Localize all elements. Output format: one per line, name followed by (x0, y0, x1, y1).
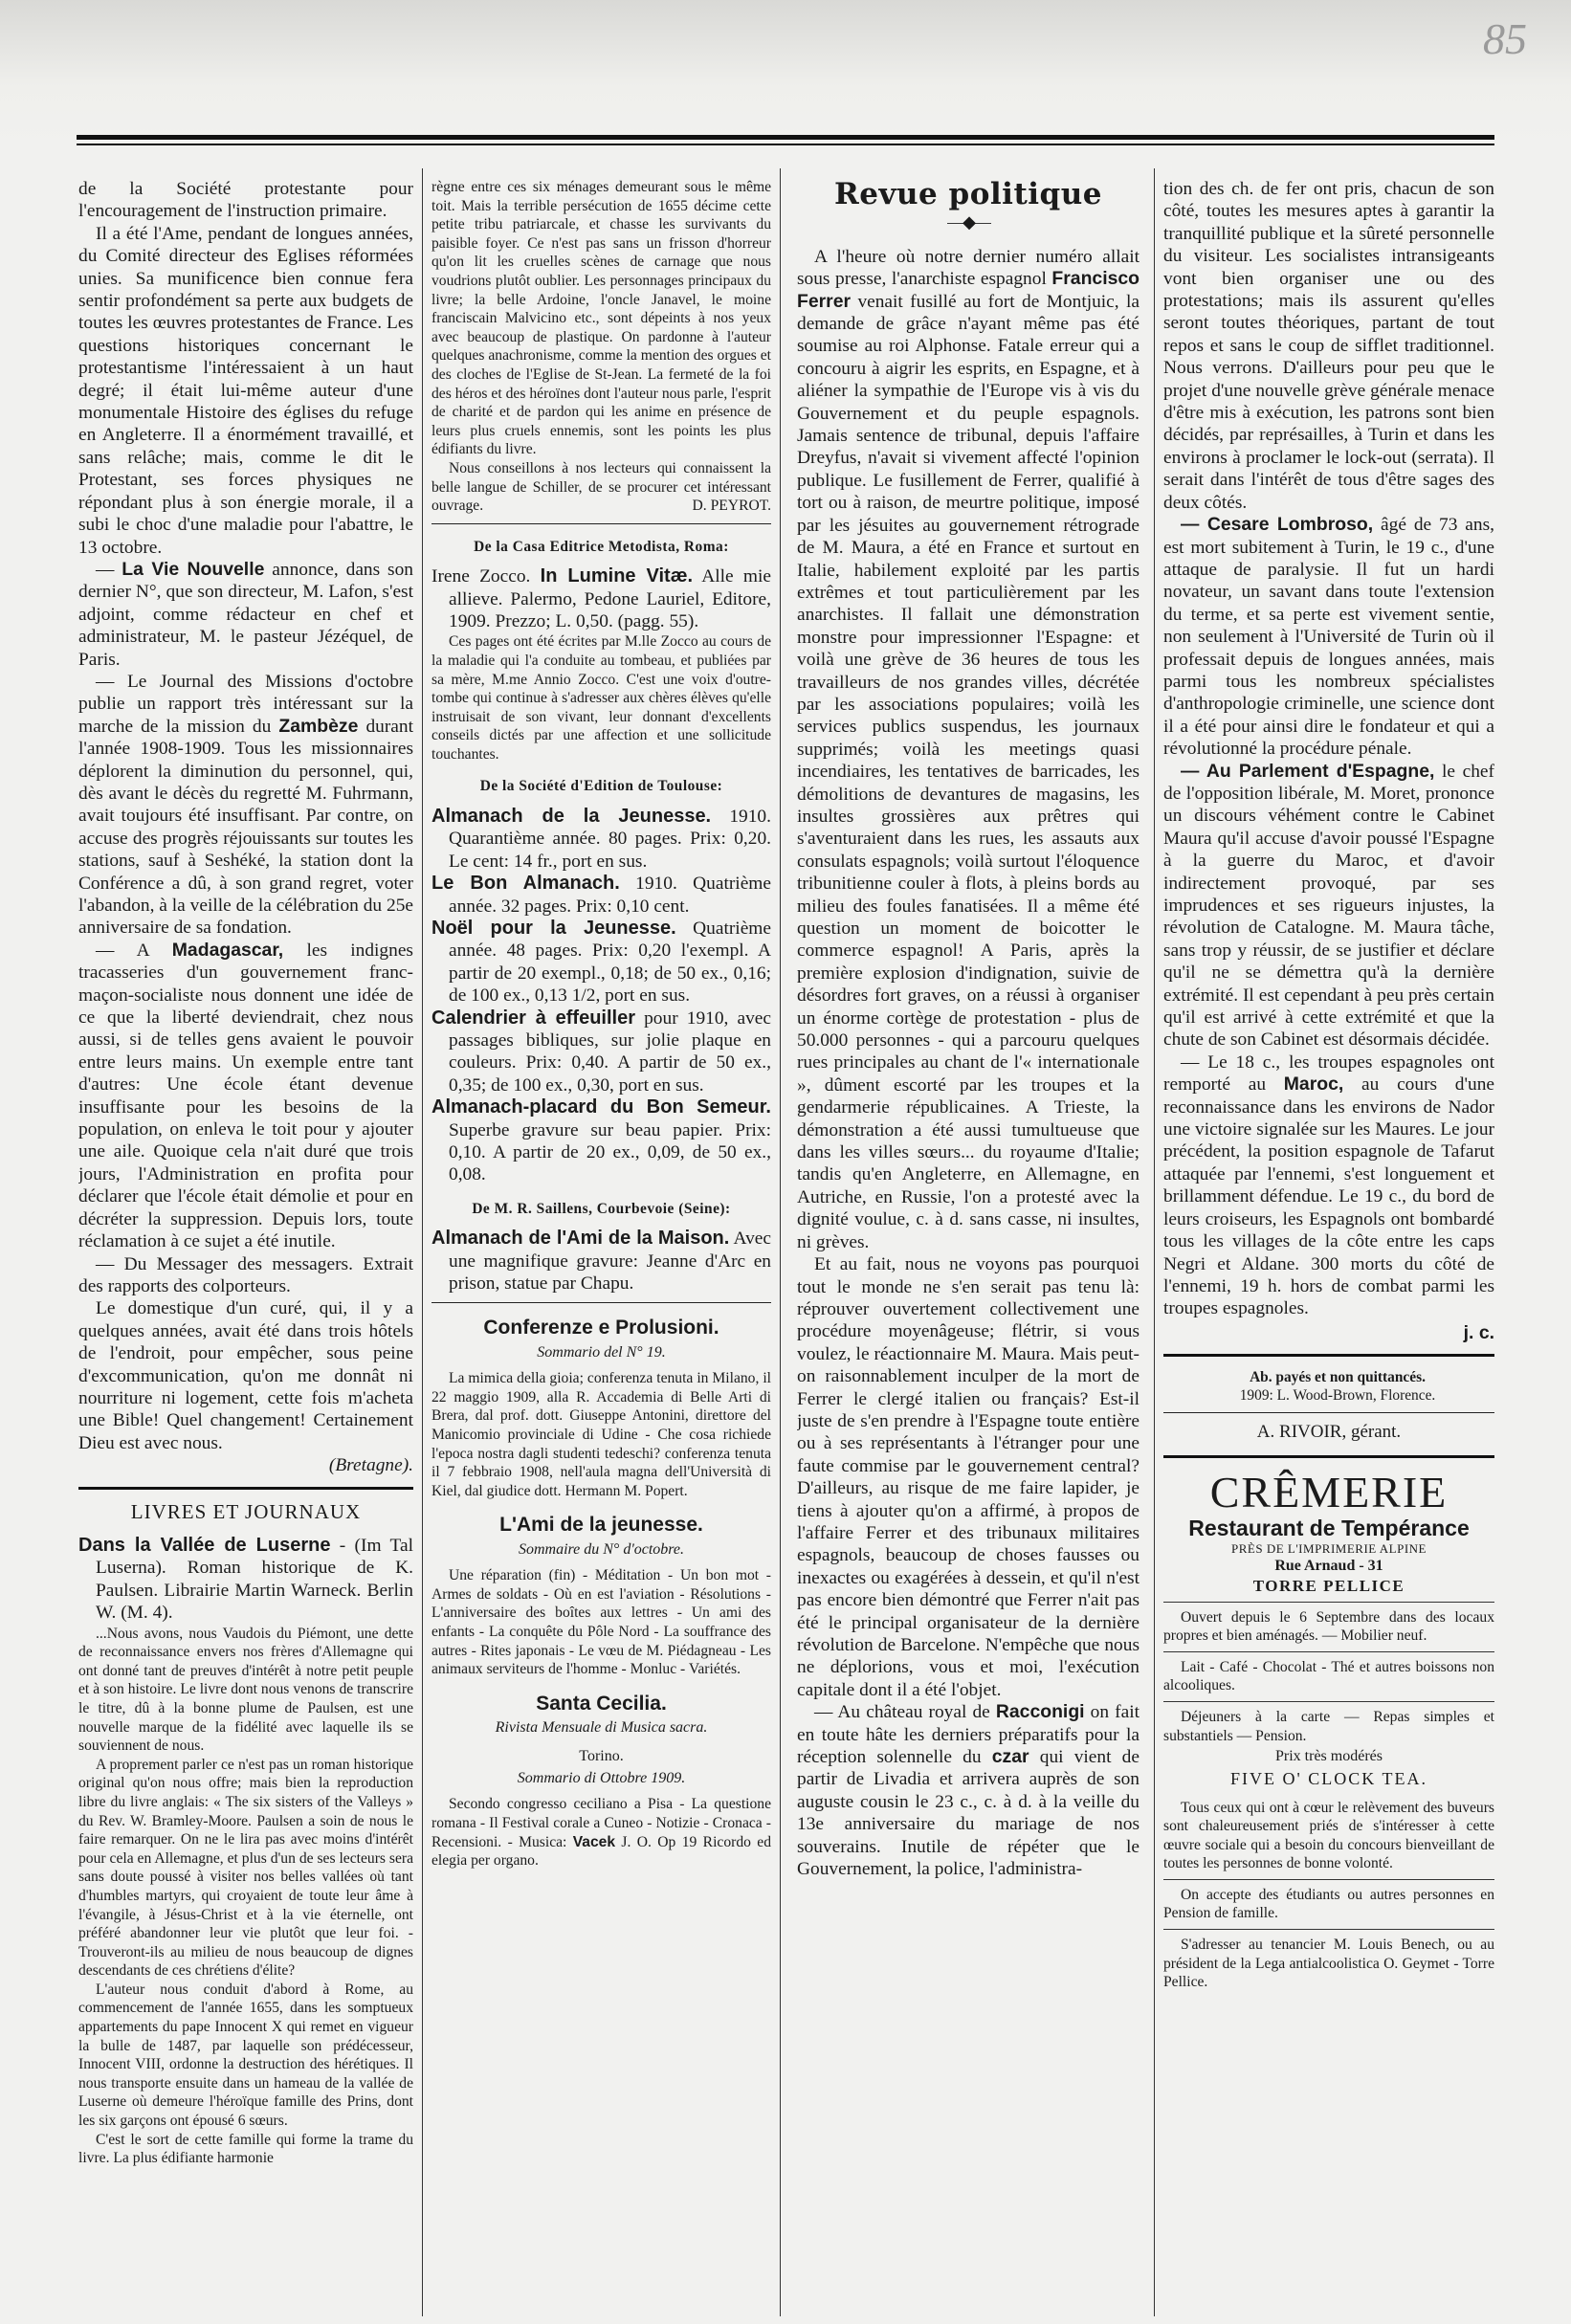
ad-address: Rue Arnaud - 31 (1274, 1557, 1383, 1574)
review-paragraph: L'auteur nous conduit d'abord à Rome, au commencement de l'année 1655, dans les somptueux appartements du pape Innocent X qui remet en vigueur la bulle de 1487, par laquelle son prédécesseur, Innocent VIII, ordonne la destruction des hérétiques. Il nous transporte ensuite dans un hameau de la vallée de Luserne où demeure l'héroïque famille des Prins, dont les six garçons ont épousé 6 sœurs. (78, 1981, 413, 2130)
book-details: 1910. Quatrième année. 32 pages. Prix: 0,10 cent. (449, 874, 771, 917)
paragraph-text: durant l'année 1908-1909. Tous les missionnaires déplorent la diminution du personnel, qui, dès avant le décès du regretté M. Fuhrmann, avait toujours été insuffisant. Par contre, on accuse des progrès réjouissants sur toutes les stations, sauf à Seshéké, la station dont la Conférence a dû, à son grand regret, voter l'abandon, à la veille de la célébration du 25e anniversaire de sa fondation. (78, 716, 413, 939)
periodical-subtitle: Sommario di Ottobre 1909. (517, 1769, 686, 1786)
ad-prices: Prix très modérés (1275, 1748, 1383, 1765)
book-note: Ces pages ont été écrites par M.lle Zocco au cours de la maladie qui l'a conduite au tombeau, et publiées par sa mère, M.me Annio Zocco. C'est une voix d'outre-tombe qui continue à s'adresser aux chères élèves qu'elle instruisait de son vivant, leur donnant d'excellents conseils dictés par une affection et une sollicitude touchantes. (431, 633, 771, 763)
paragraph-text: qui vient de partir de Livadia et arrivera auprès de son auguste cousin le 23 c., c. à d. à la veille du 13e anniversaire du mariage de nos souverains. Inutile de répéter que le Gouvernement, la police, l'administra- (797, 1747, 1140, 1880)
publisher-heading: De la Casa Editrice Metodista, Roma: (474, 538, 729, 555)
paragraph: de la Société protestante pour l'encouragement de l'instruction primaire. (78, 179, 413, 222)
book-entry (78, 1535, 413, 1625)
paragraph-text: — Au château royal de (814, 1702, 990, 1723)
book-entry (431, 1228, 771, 1295)
paragraph (1163, 761, 1494, 1051)
paragraph-text: le chef de l'opposition libérale, M. Moret, prononce un discours véhément contre le Cabinet Maura qu'il accuse d'avoir poussé l'Espagne à la guerre du Maroc, et d'avoir indirectement provoqué, par ses imprudences et ses rigueurs injustes, la révolution de Catalogne. M. Maura tâche, sans trop y réussir, de se justifier et déclare qu'il ne se démettra qu'à la dernière extrémité. Il est cependant à peu près certain qu'il est arrivé à cette extrémité et que la chute de son Cabinet est désormais décidée. (1163, 761, 1494, 1051)
ad-text: Déjeuners à la carte — Repas simples et substantiels — Pension. (1163, 1708, 1494, 1744)
book-details: Avec une magnifique gravure: Jeanne d'Arc en prison, statue par Chapu. (449, 1228, 771, 1294)
book-details: 1910. Quarantième année. 80 pages. Prix: 0,20. Le cent: 14 fr., port en sus. (449, 806, 771, 872)
ad-subtitle: Restaurant de Tempérance (1188, 1515, 1470, 1540)
book-entry (431, 1096, 771, 1186)
book-entry (431, 565, 771, 632)
column-4 (1163, 178, 1494, 2319)
top-rule-thin (77, 144, 1494, 145)
ad-text: S'adresser au tenancier M. Louis Benech, ou au président de la Lega antialcoolistica O. Geymet - Torre Pellice. (1163, 1937, 1494, 1991)
review-paragraph: règne entre ces six ménages demeurant sous le même toit. Mais la terrible persécution de 1655 décime cette petite tribu patriarcale, et chasse les survivants du paisible foyer. Ce n'est pas sans un frisson d'horreur qu'on lit les cruelles scènes de carnage que nous voudrions plutôt oublier. Les personnages principaux du livre; la belle Ardoine, l'oncle Janavel, le moine franciscain Malvicino etc., sont dépeints à nos yeux avec beaucoup de plastique. On pardonne à l'auteur quelques anachronisme, comme la mention des orgues et des cloches de l'Eglise de St-Jean. La fermeté de la foi des héros et des héroïnes dont l'auteur nous parle, l'esprit de charité et de pardon qui les anime en présence de leurs plus cruels ennemis, sont les points les plus édifiants du livre. (431, 179, 771, 458)
paragraph-text: on fait en toute hâte les derniers préparatifs pour la réception solennelle du (797, 1702, 1140, 1768)
paragraph-text: annonce, dans son dernier N°, que son directeur, M. Lafon, s'est adjoint, comme rédacteur en chef et administrateur, M. le pasteur Jézéquel, de Paris. (78, 559, 413, 670)
periodical-place: Torino. (579, 1747, 624, 1764)
ad-text: Tous ceux qui ont à cœur le relèvement des buveurs sont chaleureusement priés de s'intéresser à cette œuvre sociale qui a besoin du concours bienveillant de toutes les personnes de bonne volonté. (1163, 1799, 1494, 1872)
paragraph-text: venait fusillé au fort de Montjuic, la demande de grâce n'ayant même pas été soumise au roi Alphonse. Fatale erreur qui a concouru à aigrir les esprits, en Espagne, et à aliéner la sympathie de l'Europe vis à vis du Gouvernement et du peuple espagnols. Jamais sentence de tribunal, depuis l'affaire Dreyfus, n'avait si vivement affecté l'opinion publique. Le fusillement de Ferrer, qualifié à tort ou à raison, de meurtre politique, imposé par les jésuites au gouvernement rétrograde de M. Maura, a été en France et surtout en Italie, habilement exploité par les partis extrêmes et tout particulièrement par les anarchistes. Il fallait une démonstration monstre pour impressionner l'Espagne: et voilà une grève de 36 heures de tous les travailleurs de nos grandes villes, décrétée par les associations populaires; voilà les services publics suspendus, les journaux supprimés; voilà les meetings quasi incendiaires, les tentatives de barricades, les démolitions de devantures de magasins, les insultes grossières aux prêtres qui s'aventuraient dans les rues, les assauts aux consulats espagnols; voilà surtout l'éloquence tribunitienne couler à flots, à pleins bords au milieu des foules fanatisées. Il a même été question un moment de boicotter le commerce espagnol! A Paris, après la première explosion d'indignation, suivie de désordres fort graves, on a réussi à organiser un énorme cortège de protestation - plus de 50.000 personnes - qui a parcouru quelques rues principales au chant de l'« internationale », dûment escorté par les troupes et la gendarmerie républicaines. A Trieste, la démonstration a été aussi tumultueuse que dans les villes sœurs... du royaume d'Italie; tandis qu'en Angleterre, en Allemagne, en Autriche, en Russie, l'on a protesté avec la dignité voulue, c. à d. sans casse, ni insultes, ni grèves. (797, 291, 1140, 1252)
bold-name: Vacek (572, 1833, 615, 1850)
periodical-subtitle: Sommaire du N° d'octobre. (518, 1540, 685, 1558)
ad-rule (1163, 1602, 1494, 1603)
page-number-mark: 85 (1483, 14, 1527, 63)
periodical-title: Conferenze e Prolusioni. (483, 1317, 719, 1339)
book-details: - (Im Tal Luserna). Roman historique de K. Paulsen. Librairie Martin Warneck. Berlin W. (M. 4). (96, 1535, 413, 1624)
periodical-title: Santa Cecilia. (536, 1692, 667, 1715)
review-paragraph: C'est le sort de cette famille qui forme la trame du livre. La plus édifiante harmonie (78, 2131, 413, 2167)
ornament: —◆— (947, 212, 989, 232)
column-divider (422, 168, 423, 2316)
periodical-subtitle: Rivista Mensuale di Musica sacra. (495, 1719, 708, 1737)
book-entry (431, 918, 771, 1007)
page-shade (0, 0, 1571, 144)
book-entry (431, 873, 771, 918)
periodical-subtitle: Sommario del N° 19. (537, 1343, 666, 1361)
book-title: Almanach de la Jeunesse. (431, 805, 712, 827)
book-details: Superbe gravure sur beau papier. Prix: 0,10. A partir de 20 ex., 0,09, de 50 ex., 0,08. (449, 1119, 771, 1185)
paragraph-text: A l'heure où notre dernier numéro allait sous presse, l'anarchiste espagnol (797, 246, 1140, 290)
paragraph-text: J. O. Op 19 Ricordo ed elegia per organo. (431, 1833, 771, 1870)
paragraph (797, 1701, 1140, 1880)
paragraph: Il a été l'Ame, pendant de longues années, du Comité directeur des Eglises réformées unies. Sa munificence bien connue fera sentir profondément sa perte aux budgets de toutes les œuvres protestantes de France. Les questions historiques concernant le protestantisme l'intéressaient à un haut degré; il était lui-même auteur d'une monumentale Histoire des églises du refuge en Angleterre. Il a énormément travaillé, et sans relâche; mais, comme le dit le Protestant, ses forces physiques ne répondant plus à son énergie morale, il a subi le choc d'une maladie pour l'abattre, le 13 octobre. (78, 223, 413, 558)
paragraph-text: Nous conseillons à nos lecteurs qui connaissent la belle langue de Schiller, de se procurer cet intéressant ouvrage. (431, 459, 771, 515)
signature: (Bretagne). (328, 1455, 413, 1476)
ad-text: On accepte des étudiants ou autres personnes en Pension de famille. (1163, 1886, 1494, 1922)
ad-rule (1163, 1879, 1494, 1880)
bold-name: Maroc, (1283, 1073, 1344, 1096)
paragraph (797, 246, 1140, 1253)
section-rule (1163, 1455, 1494, 1458)
review-paragraph: A proprement parler ce n'est pas un roman historique original qu'on nous offre; mais bien la reproduction libre du livre anglais: « The six sisters of the Valleys » du Rev. W. Bramley-Moore. Paulsen a soin de nous le faire remarquer. On ne le lira pas avec moins d'intérêt pour cela en Allemagne, et plus d'un de ses lecteurs sera sans doute poussé à visiter nos belles vallées où tant d'humbles martyrs, qui croyaient de toute leur âme à l'évangile, à Jésus-Christ et à la vie éternelle, ont préféré abandonner leur vie plutôt que leur foi. - Trouveront-ils au milieu de nous beaucoup de dignes descendants de ces chrétiens d'élite? (78, 1756, 413, 1980)
column-2 (431, 178, 771, 2319)
top-rule (77, 135, 1494, 140)
paragraph-text: Secondo congresso ceciliano a Pisa - La questione romana - Il Festival corale a Cuneo - Notizie - Cronaca - Recensioni. - Musica: (431, 1796, 771, 1850)
ad-text: Ouvert depuis le 6 Septembre dans des locaux propres et bien aménagés. — Mobilier neuf. (1163, 1608, 1494, 1645)
author: Irene Zocco. (431, 566, 531, 587)
paragraph: — Du Messager des messagers. Extrait des rapports des colporteurs. (78, 1253, 413, 1296)
periodical-title: L'Ami de la jeunesse. (499, 1514, 703, 1537)
book-title: Le Bon Almanach. (431, 873, 620, 895)
column-divider (1154, 168, 1155, 2316)
section-rule (1163, 1354, 1494, 1357)
book-title: Calendrier à effeuiller (431, 1007, 636, 1029)
book-details: pour 1910, avec passages bibliques, sur jolie plaque en couleurs. Prix: 0,40. A partir de 50 ex., 0,35; de 100 ex., 0,30, port en sus. (449, 1007, 771, 1096)
ad-location-note: PRÈS DE L'IMPRIMERIE ALPINE (1231, 1540, 1427, 1556)
book-details: Quatrième année. 48 pages. Prix: 0,20 l'exempl. A partir de 20 exempl., 0,18; de 50 ex., 0,16; de 100 ex., 0,13 1/2, port en sus. (449, 918, 771, 1007)
bold-name: — Cesare Lombroso, (1181, 514, 1374, 536)
section-rule (431, 523, 771, 524)
news-vie-nouvelle: — La Vie Nouvelle annonce, dans son dernier N°, que son directeur, M. Lafon, s'est adjoint, comme rédacteur en chef et administrateur, M. le pasteur Jézéquel, de Paris. (78, 558, 413, 670)
book-title: In Lumine Vitæ. (540, 565, 694, 587)
bold-name: Racconigi (995, 1701, 1085, 1723)
bold-name: La Vie Nouvelle (122, 558, 265, 580)
paragraph (1163, 514, 1494, 760)
paragraph-text: — Le 18 c., les troupes espagnoles ont remporté au (1163, 1051, 1494, 1096)
review-paragraph (431, 459, 771, 516)
news-madagascar (78, 940, 413, 1253)
paragraph: Et au fait, nous ne voyons pas pourquoi tout le monde ne s'en serait pas tenu là: réprouver ouvertement collectivement une procédure moyenâgeuse; flétrir, si vous voulez, le réactionnaire M. Maura. Mais peut-on raisonnablement inculper de la mort de Ferrer le clergé italien ou français? Est-il juste de s'en prendre à l'Espagne toute entière ou à ses représentants à l'étranger pour une faute commise par le gouvernement central? D'ailleurs, au risque de me faire lapider, je tiens à ajouter qu'on a affirmé, à propos de l'affaire Ferrer et des tribunaux militaires espagnols, beaucoup de choses fausses ou inexactes ou exagérées à dessein, et qu'il n'est pas encore bien démontré que Ferrer n'ait pas été le principal organisateur de la dernière révolution de Barcelone. N'empêche que nous ne déplorions, vous et moi, l'exécution capitale dont il a été l'objet. (797, 1254, 1140, 1700)
bold-name: Francisco Ferrer (797, 268, 1140, 312)
bold-name: czar (991, 1746, 1029, 1768)
section-rule (1163, 1412, 1494, 1413)
ad-rule (1163, 1929, 1494, 1930)
periodical-summary (431, 1795, 771, 1870)
subscriptions-heading: Ab. payés et non quittancés. (1250, 1369, 1426, 1386)
ad-rule (1163, 1701, 1494, 1702)
gerant-line: A. RIVOIR, gérant. (1256, 1422, 1402, 1443)
book-title: Dans la Vallée de Luserne (78, 1534, 331, 1556)
ad-rule (1163, 1651, 1494, 1652)
book-title: Almanach-placard du Bon Semeur. (431, 1096, 771, 1118)
paragraph-text: — A (96, 940, 149, 961)
paragraph-text: âgé de 73 ans, est mort subitement à Turin, le 19 c., d'une attaque de paralysie. Il fut un hardi novateur, un savant dans toute l'extension du terme, et sa perte est vivement sentie, non seulement à l'Université de Turin où il professait depuis de longues années, mais parmi tous les nombreux spécialistes d'anthropologie criminelle, une science dont il a été pour ainsi dire le fondateur et qui a révolutionné la procédure pénale. (1163, 515, 1494, 760)
paragraph (1163, 1051, 1494, 1320)
bold-name: Madagascar, (171, 939, 284, 961)
book-title: Almanach de l'Ami de la Maison. (431, 1228, 730, 1250)
column-divider (780, 168, 781, 2316)
publisher-heading: De M. R. Saillens, Courbevoie (Seine): (472, 1200, 731, 1217)
book-details: Alle mie allieve. Palermo, Pedone Lauriel, Editore, 1909. Prezzo; L. 0,50. (pagg. 55). (449, 566, 771, 631)
periodical-summary: La mimica della gioia; conferenza tenuta in Milano, il 22 maggio 1909, alla R. Accademia di Belle Arti di Brera, dal prof. dott. Giuseppe Antonini, direttore del Manicomio provinciale di Udine - Che cosa richiede l'epoca nostra dagli studenti tedeschi? conferenza tenuta il 7 febbraio 1908, nell'aula magna dell'Università di Kiel, dal giudice dott. Hermann M. Popert. (431, 1370, 771, 1499)
bold-name: Zambèze (278, 715, 359, 737)
paragraph-text: — Le Journal des Missions d'octobre publie un rapport très intéressant sur la marche de la mission du (78, 671, 413, 737)
signature: j. c. (1463, 1321, 1494, 1343)
paragraph-text: au cours d'une reconnaissance dans les environs de Nador une victoire signalée sur les Maures. Le jour précédent, la position espagnole de Tafarut attaquée par l'ennemi, s'est longuement et brillamment défendue. Le 19 c., du bord de leurs croiseurs, les Espagnols ont bombardé tous les villages de la côte entre les caps Negri et Aldane. 300 morts du côté de l'ennemi, 19 h. hors de combat parmi les troupes espagnoles. (1163, 1074, 1494, 1319)
signature: D. PEYROT. (692, 498, 771, 515)
ad-town: TORRE PELLICE (1252, 1576, 1405, 1595)
book-entry (431, 1007, 771, 1097)
section-rule (431, 1302, 771, 1303)
periodical-summary: Une réparation (fin) - Méditation - Un bon mot - Armes de soldats - Où en est l'aviation - Résolutions - L'anniversaire des boîtes aux lettres - Un ami des enfants - La conquête du Pôle Nord - La souffrance des autres - Rites japonais - Le vœu de M. Piédagneau - Les animaux serviteurs de l'homme - Monluc - Variétés. (431, 1567, 771, 1678)
ad-title: CRÊMERIE (1209, 1467, 1449, 1516)
section-rule (78, 1487, 413, 1490)
column-3 (797, 178, 1140, 2319)
paragraph-text: les indignes tracasseries d'un gouvernement franc-maçon-socialiste nous donnent une idée de ce que la liberté deviendrait, chez nous aussi, si de telles gens avaient le pouvoir entre leurs mains. Un exemple entre tant d'autres: Une école étant devenue insuffisante pour les besoins de la population, on enleva le toit pour y ajouter une aile. Quoique cela n'ait duré que trois jours, l'Administration en profita pour déclarer que l'école était démolie et pour en décréter la suppression. Depuis lors, toute réclamation à ce sujet a été inutile. (78, 940, 413, 1252)
review-paragraph: ...Nous avons, nous Vaudois du Piémont, une dette de reconnaissance envers nos frères d'Allemagne qui ont donné tant de preuves d'intérêt à notre petit peuple et à son histoire. Le livre dont nous venons de transcrire le titre, dû à la bonne plume de Paulsen, est une nouvelle marque de la fidélité avec laquelle ils se souviennent de nous. (78, 1625, 413, 1755)
paragraph: tion des ch. de fer ont pris, chacun de son côté, toutes les mesures aptes à garantir la tranquillité publique et la sûreté personnelle du visiteur. Les socialistes intransigeants vont bien organiser une ou des protestations; mais ils assurent qu'elles seront toutes théoriques, partant de tout repos et sans le coup de sifflet traditionnel. Nous verrons. D'ailleurs pour peu que le projet d'une nouvelle grève générale menace d'être mis à exécution, les patrons sont bien décidés, par représailles, à Turin et dans les environs à proclamer le lock-out (serrata). Il serait dans l'intérêt de tous d'être sages des deux côtés. (1163, 179, 1494, 513)
column-1 (78, 178, 413, 2319)
ad-text: Lait - Café - Chocolat - Thé et autres boissons non alcooliques. (1163, 1658, 1494, 1694)
book-title: Noël pour la Jeunesse. (431, 917, 676, 939)
book-entry (431, 806, 771, 873)
news-journal-missions (78, 671, 413, 940)
subscriptions-line: 1909: L. Wood-Brown, Florence. (1239, 1387, 1436, 1405)
bold-name: — Au Parlement d'Espagne, (1181, 760, 1435, 782)
publisher-heading: De la Société d'Edition de Toulouse: (479, 778, 723, 795)
section-title: LIVRES ET JOURNAUX (130, 1499, 362, 1523)
ad-tea: FIVE O' CLOCK TEA. (1230, 1769, 1427, 1789)
section-title: Revue politique (834, 178, 1102, 211)
paragraph: Le domestique d'un curé, qui, il y a quelques années, avait été dans trois hôtels de l'endroit, pour empêcher, sous peine d'excommunication, qu'on me donnât ni nourriture ni logement, cette fois m'acheta une Bible! Quel changement! Certainement Dieu est avec nous. (78, 1298, 413, 1453)
